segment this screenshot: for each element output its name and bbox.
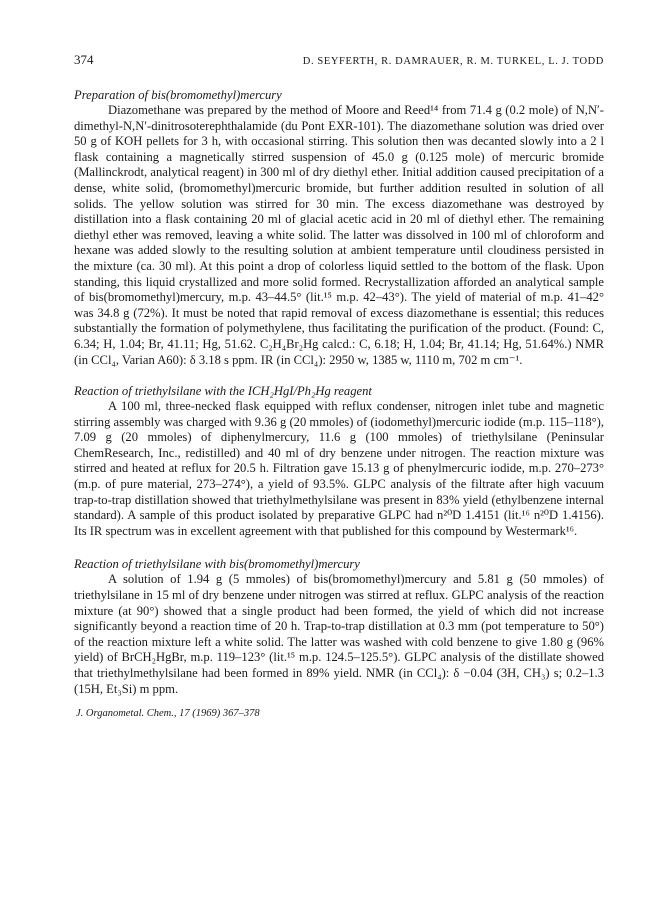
page-number: 374 xyxy=(74,52,94,67)
section-preparation xyxy=(74,87,604,368)
journal-page xyxy=(74,52,604,719)
section-reaction-ich2hgi xyxy=(74,383,604,539)
running-header xyxy=(74,52,604,68)
section-title: Preparation of bis(bromomethyl)mercury xyxy=(74,88,282,102)
section-paragraph: Diazomethane was prepared by the method of Moore and Reed¹⁴ from 71.4 g (0.2 mole) of N,N′-dimethyl-N,N′-dinitrosoterephthalamide (du Pont EXR-101). The diazomethane solution was dried over 50 g of KOH pellets for 3 h, with occasional stirring. This solution then was decanted slowly into a 2 l flask containing a magnetically stirred suspension of 45.0 g (0.125 mole) of mercuric bromide (Mallinckrodt, analytical reagent) in 300 ml of dry diethyl ether. Initial addition caused precipitation of a dense, white solid, (bromomethyl)mercuric bromide, but further addition resulted in solution of all solids. The yellow solution was stirred for 30 min. The excess diazomethane was destroyed by distillation into a flask containing 20 ml of glacial acetic acid in 20 ml of diethyl ether. The remaining diethyl ether was removed, leaving a white solid. The latter was dissolved in 100 ml of chloroform and hexane was added slowly to the resulting solution at ambient temperature until cloudiness persisted in the mixture (ca. 30 ml). At this point a drop of colorless liquid settled to the bottom of the flask. Upon standing, this liquid crystallized and more solid formed. Recrystallization afforded an analytical sample of bis(bromomethyl)mercury, m.p. 43–44.5° (lit.¹⁵ m.p. 42–43°). The yield of material of m.p. 41–42° was 34.8 g (72%). It must be noted that rapid removal of excess diazomethane is essential; this reduces substantially the formation of polymethylene, thus facilitating the purification of the product. (Found: C, 6.34; H, 1.04; Br, 41.11; Hg, 51.62. C₂H₄Br₂Hg calcd.: C, 6.18; H, 1.04; Br, 41.14; Hg, 51.64%.) NMR (in CCl₄, Varian A60): δ 3.18 s ppm. IR (in CCl₄): 2950 w, 1385 w, 1110 m, 702 m cm⁻¹. xyxy=(74,103,604,367)
journal-footer: J. Organometal. Chem., 17 (1969) 367–378 xyxy=(76,708,260,720)
section-title: Reaction of triethylsilane with bis(bromomethyl)mercury xyxy=(74,557,360,572)
section-paragraph: A solution of 1.94 g (5 mmoles) of bis(bromomethyl)mercury and 5.81 g (50 mmoles) of triethylsilane in 15 ml of dry benzene under nitrogen was stirred at reflux. GLPC analysis of the reaction mixture (at 90°) showed that a single product had been formed, the yield of which did not increase significantly beyond a reaction time of 20 h. Trap-to-trap distillation at 0.3 mm (pot temperature to 50°) of the reaction mixture left a white solid. The latter was washed with cold benzene to give 1.80 g (96% yield) of BrCH₂HgBr, m.p. 119–123° (lit.¹⁵ m.p. 124.5–125.5°). GLPC analysis of the distillate showed that triethylmethylsilane had been formed in 89% yield. NMR (in CCl₄): δ −0.04 (3H, CH₃) s; 0.2–1.3 (15H, Et₃Si) m ppm. xyxy=(74,572,604,696)
section-paragraph: A 100 ml, three-necked flask equipped with reflux condenser, nitrogen inlet tube and magnetic stirring assembly was charged with 9.36 g (20 mmoles) of (iodomethyl)mercuric iodide (m.p. 115–118°), 7.09 g (20 mmoles) of diphenylmercury, 11.6 g (100 mmoles) of triethylsilane (Peninsular ChemResearch, Inc., redistilled) and 40 ml of dry benzene under nitrogen. The reaction mixture was stirred and heated at reflux for 20.5 h. Filtration gave 15.13 g of phenylmercuric iodide, m.p. 270–273° (m.p. of pure material, 273–274°), a yield of 93.5%. GLPC analysis of the filtrate after high vacuum trap-to-trap distillation showed that triethylmethylsilane was present in 83% yield (ethylbenzene internal standard). A sample of this product isolated by preparative GLPC had n²⁰D 1.4151 (lit.¹⁶ n²⁰D 1.4156). Its IR spectrum was in excellent agreement with that published for this compound by Westermark¹⁶. xyxy=(74,399,604,538)
author-line: D. SEYFERTH, R. DAMRAUER, R. M. TURKEL, L. J. TODD xyxy=(302,56,604,67)
section-title: Reaction of triethylsilane with the ICH₂HgI/Ph₂Hg reagent xyxy=(74,384,372,399)
section-reaction-bis xyxy=(74,556,604,697)
